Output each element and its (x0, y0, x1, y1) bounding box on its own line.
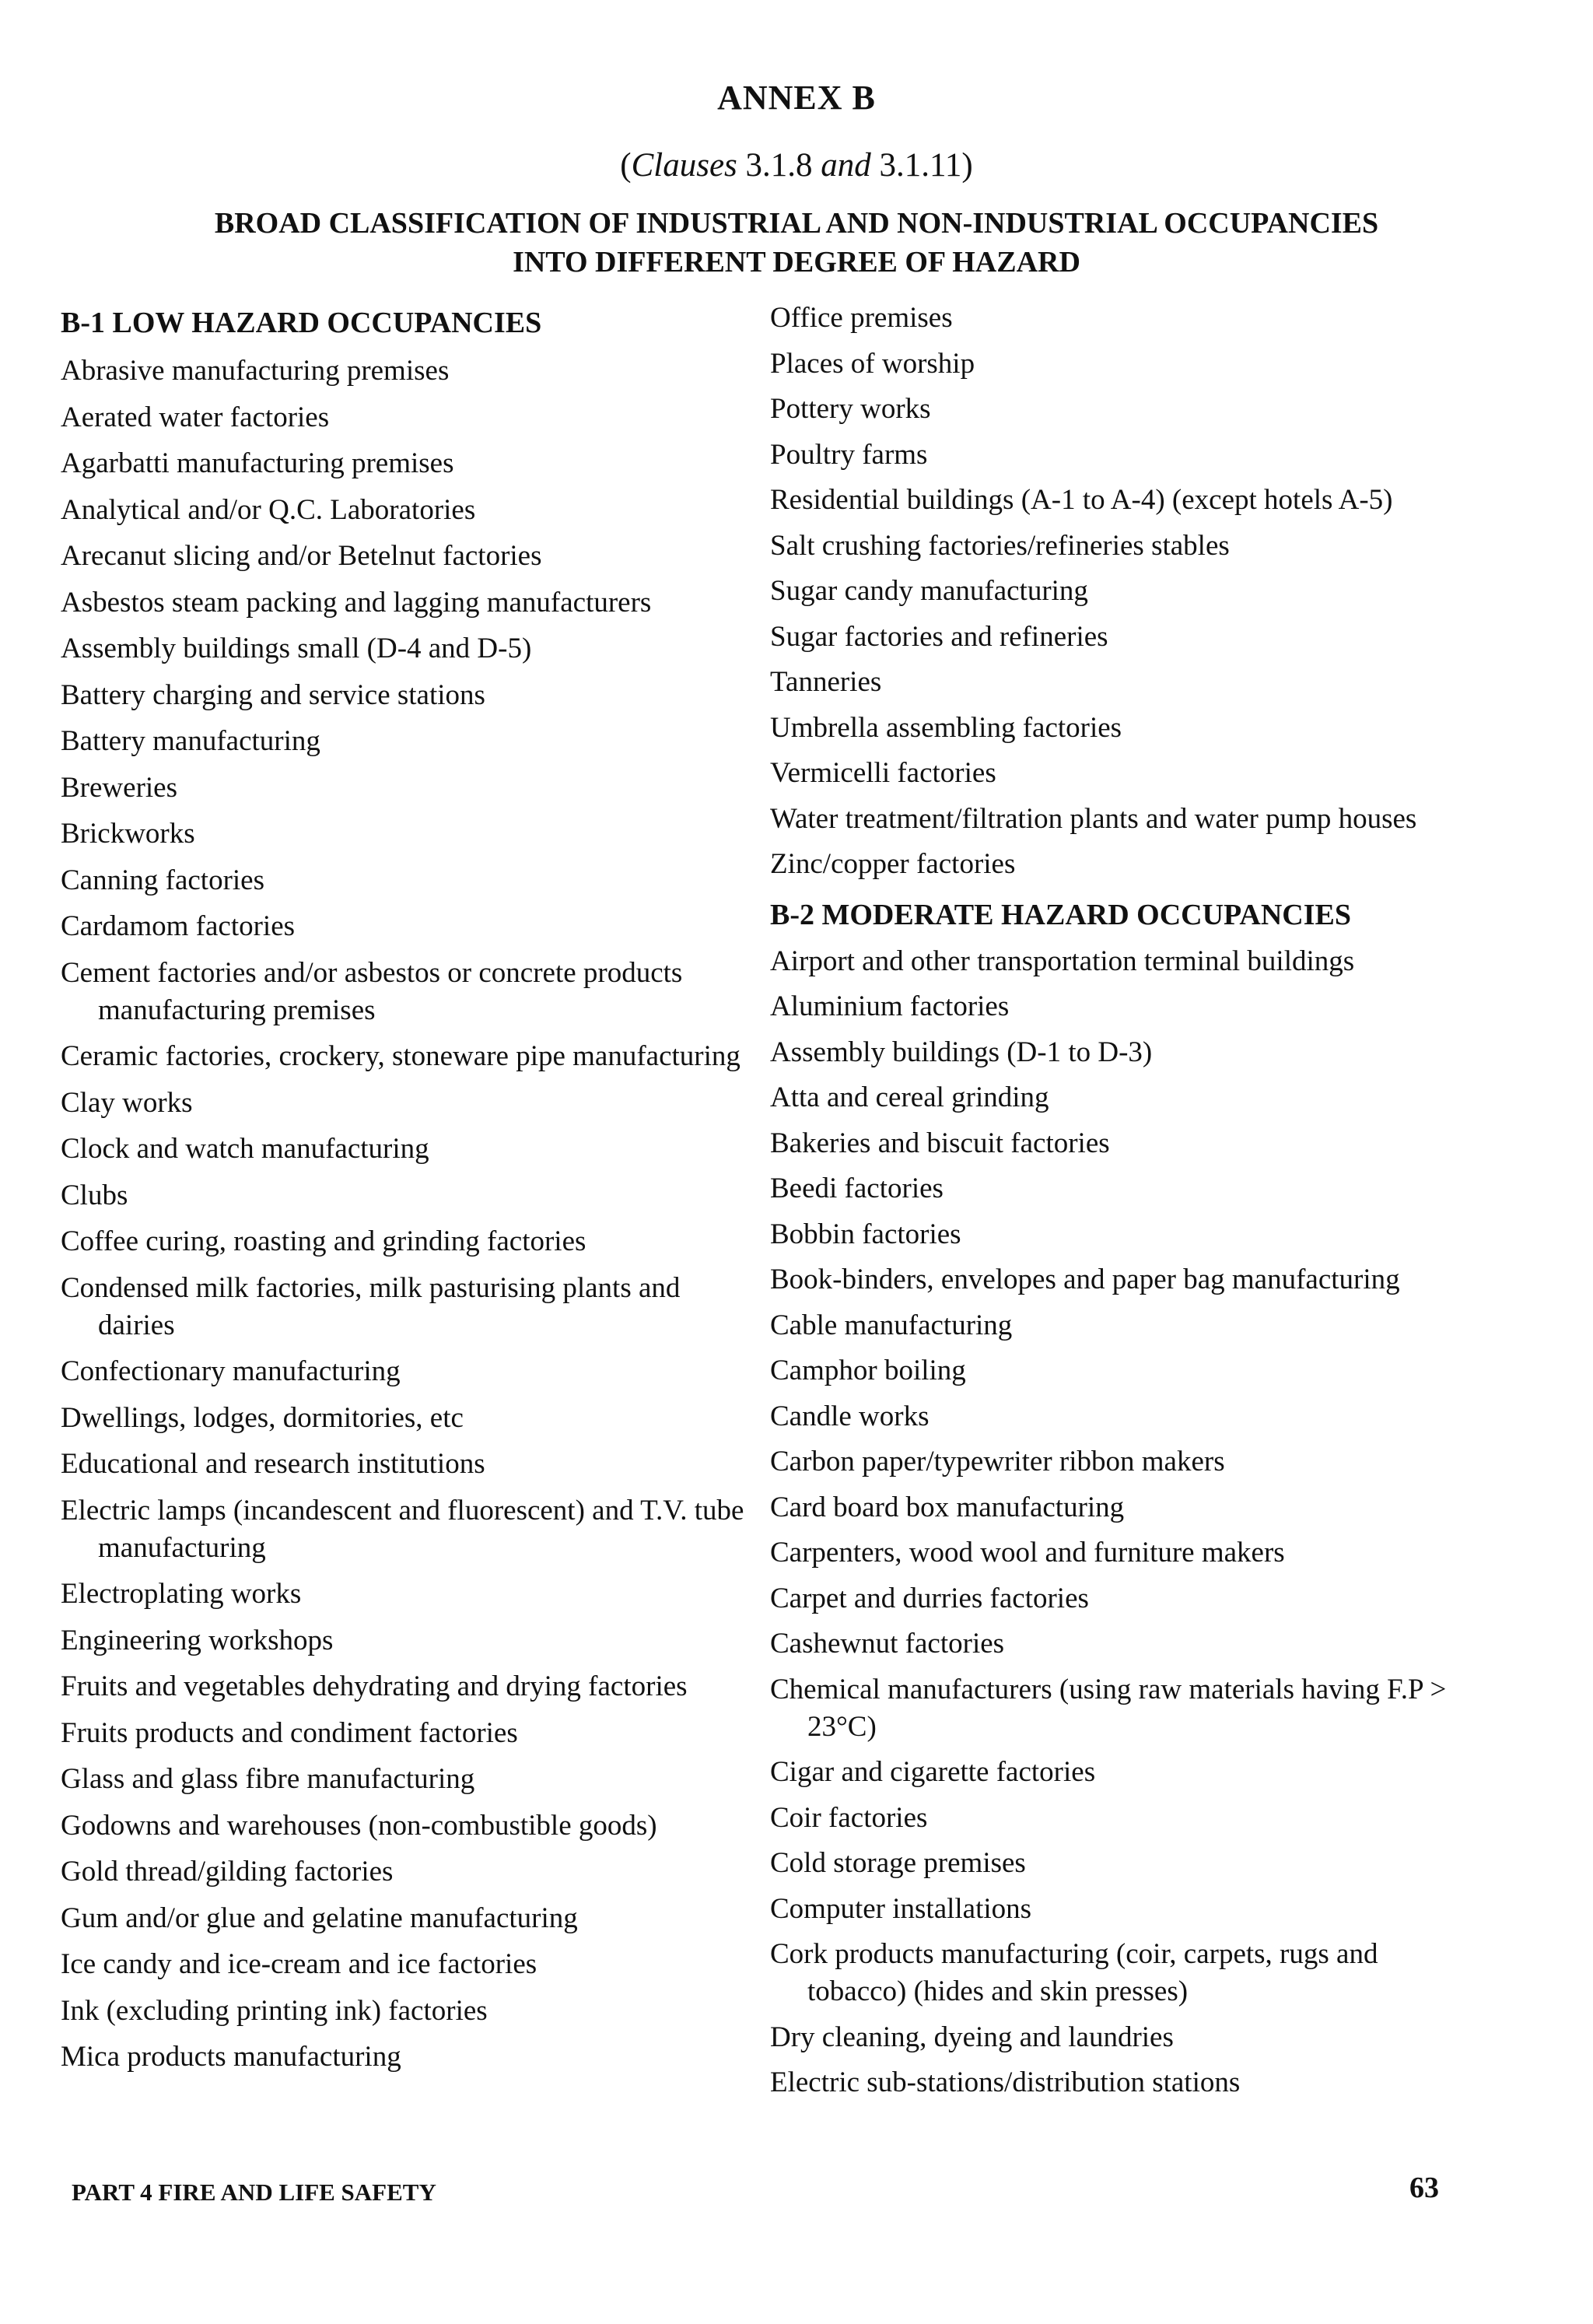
classification-heading-line-2: INTO DIFFERENT DEGREE OF HAZARD (513, 246, 1080, 279)
occupancy-item: Agarbatti manufacturing premises (61, 447, 454, 479)
occupancy-item: Glass and glass fibre manufacturing (61, 1763, 475, 1795)
annex-title: ANNEX B (717, 79, 876, 117)
b2-heading: B-2 MODERATE HAZARD OCCUPANCIES (770, 898, 1352, 931)
occupancy-item: Cement factories and/or asbestos or concrete products manufacturing premises (61, 956, 683, 1026)
occupancy-item: Card board box manufacturing (770, 1491, 1125, 1523)
occupancy-item: Poultry farms (770, 438, 928, 471)
occupancy-item: Abrasive manufacturing premises (61, 355, 450, 387)
occupancy-item: Sugar candy manufacturing (770, 575, 1088, 607)
occupancy-item: Clay works (61, 1086, 193, 1119)
occupancy-item: Ice candy and ice-cream and ice factories (61, 1948, 537, 1980)
occupancy-item: Cashewnut factories (770, 1628, 1005, 1660)
occupancy-item: Engineering workshops (61, 1624, 334, 1656)
occupancy-item: Pottery works (770, 393, 931, 425)
b2-list (770, 943, 1462, 2102)
occupancy-item: Assembly buildings (D-1 to D-3) (770, 1036, 1153, 1068)
occupancy-item: Battery charging and service stations (61, 678, 485, 711)
occupancy-item: Cork products manufacturing (coir, carpets, rugs and tobacco) (hides and skin presses) (770, 1938, 1378, 2007)
occupancy-item: Asbestos steam packing and lagging manufacturers (61, 586, 652, 619)
clause-number-a: 3.1.8 (745, 147, 813, 184)
occupancy-item: Mica products manufacturing (61, 2041, 401, 2073)
occupancy-item: Cigar and cigarette factories (770, 1756, 1096, 1788)
occupancy-item: Carbon paper/typewriter ribbon makers (770, 1446, 1225, 1477)
occupancy-item: Residential buildings (A-1 to A-4) (except hotels A-5) (770, 484, 1393, 516)
occupancy-item: Atta and cereal grinding (770, 1081, 1049, 1113)
right-column (770, 300, 1462, 2110)
occupancy-item: Ceramic factories, crockery, stoneware pipe manufacturing (61, 1040, 740, 1072)
b1-heading: B-1 LOW HAZARD OCCUPANCIES (61, 307, 542, 339)
page-number: 63 (1409, 2172, 1439, 2204)
b1-list-right (770, 300, 1462, 883)
clauses-and: and (821, 147, 871, 184)
occupancy-item: Arecanut slicing and/or Betelnut factories (61, 540, 542, 572)
occupancy-item: Office premises (770, 302, 953, 334)
occupancy-item: Ink (excluding printing ink) factories (61, 1994, 488, 2027)
occupancy-item: Airport and other transportation terminal buildings (770, 945, 1355, 977)
occupancy-item: Clubs (61, 1179, 128, 1211)
occupancy-item: Aerated water factories (61, 401, 330, 433)
occupancy-item: Analytical and/or Q.C. Laboratories (61, 493, 476, 526)
occupancy-item: Electric sub-stations/distribution stations (770, 2066, 1241, 2098)
occupancy-item: Cold storage premises (770, 1847, 1026, 1879)
occupancy-item: Bakeries and biscuit factories (770, 1127, 1110, 1159)
occupancy-item: Camphor boiling (770, 1355, 966, 1386)
occupancy-item: Gum and/or glue and gelatine manufacturing (61, 1902, 578, 1934)
occupancy-item: Coffee curing, roasting and grinding factories (61, 1225, 586, 1257)
occupancy-item: Computer installations (770, 1892, 1032, 1925)
footer-part-label: PART 4 FIRE AND LIFE SAFETY (72, 2179, 436, 2206)
occupancy-item: Breweries (61, 771, 177, 804)
b1-list-left (61, 352, 761, 2076)
occupancy-item: Godowns and warehouses (non-combustible goods) (61, 1809, 657, 1842)
occupancy-item: Condensed milk factories, milk pasturising plants and dairies (61, 1271, 681, 1341)
occupancy-item: Cable manufacturing (770, 1309, 1013, 1341)
occupancy-item: Brickworks (61, 818, 195, 850)
occupancy-item: Dry cleaning, dyeing and laundries (770, 2021, 1174, 2053)
occupancy-item: Book-binders, envelopes and paper bag manufacturing (770, 1264, 1400, 1295)
occupancy-item: Electric lamps (incandescent and fluorescent) and T.V. tube manufacturing (61, 1494, 744, 1564)
occupancy-item: Candle works (770, 1400, 930, 1432)
occupancy-item: Salt crushing factories/refineries stables (770, 529, 1230, 562)
clauses-reference: (Clauses 3.1.8 and 3.1.11) (620, 147, 973, 184)
occupancy-item: Sugar factories and refineries (770, 620, 1108, 653)
occupancy-item: Clock and watch manufacturing (61, 1133, 429, 1165)
occupancy-item: Gold thread/gilding factories (61, 1856, 394, 1888)
clause-number-b: 3.1.11 (879, 147, 962, 184)
occupancy-item: Carpet and durries factories (770, 1582, 1089, 1614)
occupancy-item: Aluminium factories (770, 990, 1010, 1022)
occupancy-item: Tanneries (770, 666, 882, 698)
occupancy-item: Cardamom factories (61, 910, 296, 942)
occupancy-item: Coir factories (770, 1801, 928, 1834)
occupancy-item: Bobbin factories (770, 1218, 961, 1250)
occupancy-item: Chemical manufacturers (using raw materials having F.P > 23°C) (770, 1673, 1447, 1743)
occupancy-item: Umbrella assembling factories (770, 711, 1122, 744)
occupancy-item: Carpenters, wood wool and furniture makers (770, 1537, 1285, 1569)
occupancy-item: Battery manufacturing (61, 725, 320, 757)
left-column (61, 300, 761, 2085)
occupancy-item: Places of worship (770, 347, 975, 380)
occupancy-item: Confectionary manufacturing (61, 1355, 401, 1387)
occupancy-item: Electroplating works (61, 1578, 302, 1610)
occupancy-item: Canning factories (61, 864, 264, 896)
occupancy-item: Fruits and vegetables dehydrating and drying factories (61, 1670, 688, 1702)
occupancy-item: Educational and research institutions (61, 1448, 485, 1480)
occupancy-item: Fruits products and condiment factories (61, 1716, 518, 1749)
clauses-prefix: Clauses (631, 147, 737, 184)
occupancy-item: Zinc/copper factories (770, 848, 1016, 880)
classification-heading (0, 204, 1593, 282)
occupancy-item: Dwellings, lodges, dormitories, etc (61, 1401, 464, 1434)
occupancy-item: Beedi factories (770, 1173, 944, 1204)
classification-heading-line-1: BROAD CLASSIFICATION OF INDUSTRIAL AND NON-INDUSTRIAL OCCUPANCIES (214, 207, 1379, 240)
occupancy-item: Water treatment/filtration plants and water pump houses (770, 802, 1417, 835)
occupancy-item: Vermicelli factories (770, 757, 996, 789)
occupancy-item: Assembly buildings small (D-4 and D-5) (61, 633, 532, 664)
